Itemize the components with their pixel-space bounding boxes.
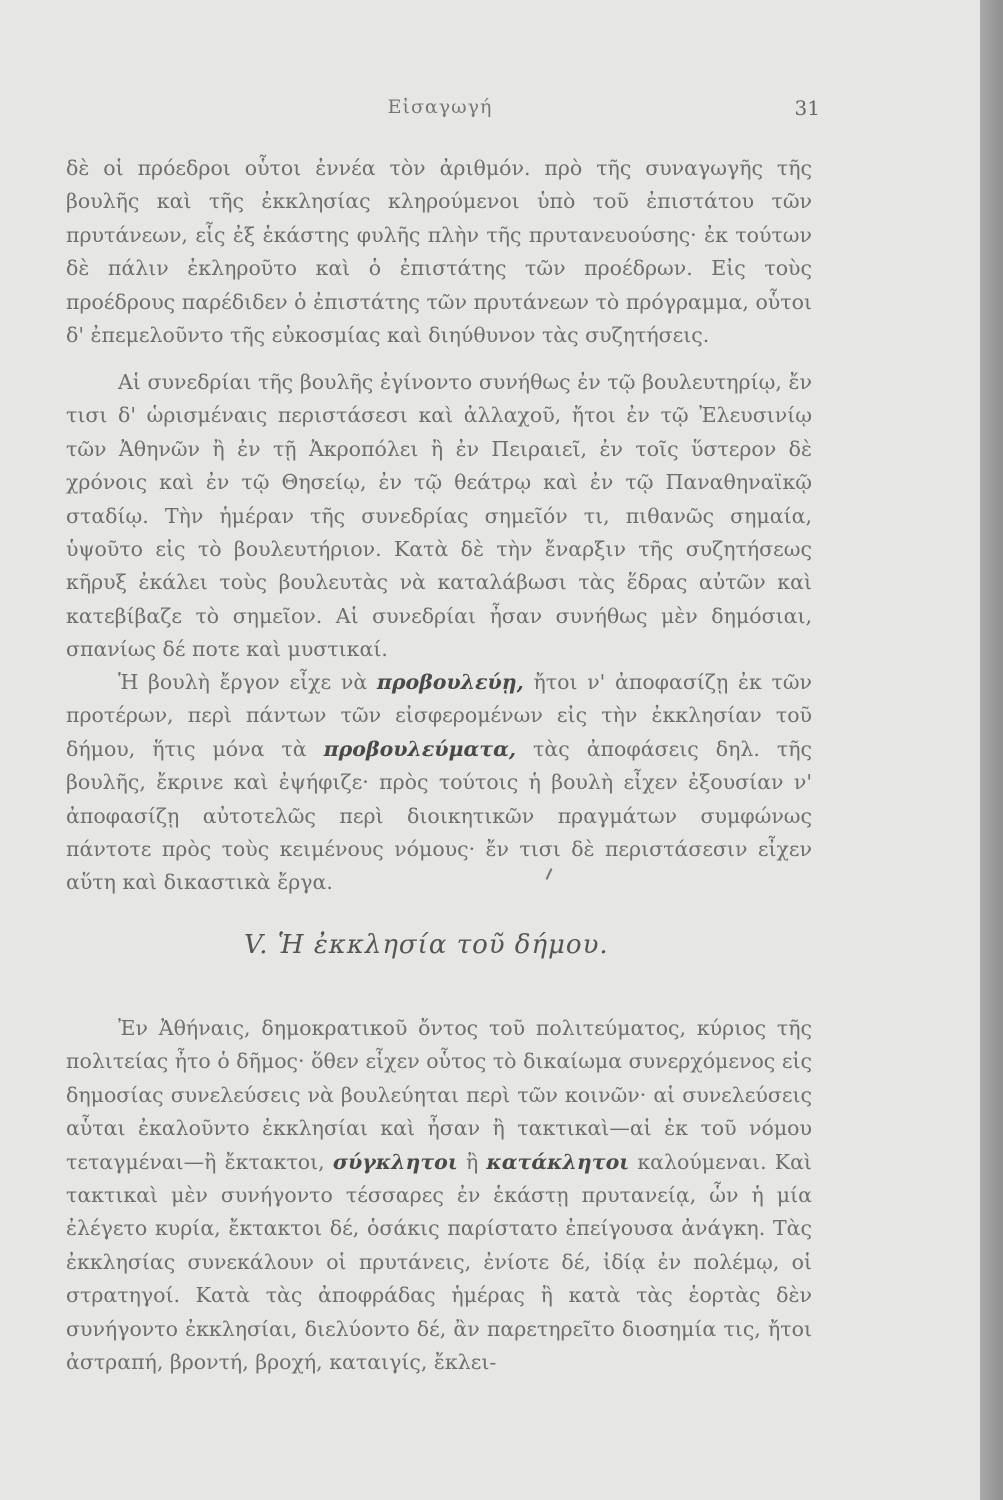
text-run: τὰς ἀποφάσεις δηλ. τῆς βουλῆς, ἔκρινε καὶ ἐψήφιζε· πρὸς τούτοις ἡ βουλὴ εἶχεν ἐξουσίαν ν' ἀποφασίζῃ αὐτοτελῶς περὶ διοικητικῶν πραγμάτων συμφώνως πάντοτε πρὸς τοὺς κειμένους νόμους· ἔν τισι δὲ περιστάσεσιν εἶχεν αὕτη καὶ δικαστικὰ ἔργα.: [66, 736, 812, 895]
paragraph-1: [66, 152, 812, 352]
paragraph-1-text: δὲ οἱ πρόεδροι οὗτοι ἐννέα τὸν ἀριθμόν. πρὸ τῆς συναγωγῆς τῆς βουλῆς καὶ τῆς ἐκκλησίας κληρούμενοι ὑπὸ τοῦ ἐπιστάτου τῶν πρυτάνεων, εἷς ἐξ ἑκάστης φυλῆς πλὴν τῆς πρυτανευούσης· ἐκ τούτων δὲ πάλιν ἐκληροῦτο καὶ ὁ ἐπιστάτης τῶν προέδρων. Εἰς τοὺς προέδρους παρέδιδεν ὁ ἐπιστάτης τῶν πρυτάνεων τὸ πρόγραμμα, οὗτοι δ' ἐπεμελοῦντο τῆς εὐκοσμίας καὶ διηύθυνον τὰς συζητήσεις.: [66, 156, 812, 348]
text-run: ἤτοι ν' ἀποφασίζῃ ἐκ τῶν προτέρων, περὶ πάντων τῶν εἰσφερομένων εἰς τὴν ἐκκλησίαν τοῦ δήμου, ἥτις μόνα τὰ: [66, 670, 813, 761]
paragraph-4-text: [66, 1012, 812, 1379]
text-run: Ἐν Ἀθήναις, δημοκρατικοῦ ὄντος τοῦ πολιτεύματος, κύριος τῆς πολιτείας ἦτο ὁ δῆμος· ὅθεν εἶχεν οὗτος τὸ δικαίωμα συνερχόμενος εἰς δημοσίας συνελεύσεις νὰ βουλεύηται περὶ τῶν κοινῶν· αἱ συνελεύσεις αὗται ἐκαλοῦντο ἐκκλησίαι καὶ ἦσαν ἢ τακτικαὶ—αἱ ἐκ τοῦ νόμου τεταγμέναι—ἢ ἔκτακτοι,: [66, 1016, 812, 1174]
section-title: Ἡ ἐκκλησία τοῦ δήμου.: [277, 930, 609, 960]
emphasis-term: προβουλεύῃ,: [376, 670, 524, 694]
page-number: 31: [794, 96, 820, 120]
paragraph-3-text: [66, 666, 812, 900]
page-edge: [980, 0, 1003, 1500]
emphasis-term: προβουλεύματα,: [323, 736, 517, 761]
emphasis-term: σύγκλητοι: [332, 1149, 458, 1174]
text-run: ἢ: [457, 1149, 487, 1174]
paragraph-4: [66, 1012, 812, 1379]
paragraph-2-text: Αἱ συνεδρίαι τῆς βουλῆς ἐγίνοντο συνήθως ἐν τῷ βουλευτηρίῳ, ἔν τισι δ' ὡρισμέναις περιστάσεσι καὶ ἀλλαχοῦ, ἤτοι ἐν τῷ Ἐλευσινίῳ τῶν Ἀθηνῶν ἢ ἐν τῇ Ἀκροπόλει ἢ ἐν Πειραιεῖ, ἐν τοῖς ὕστερον δὲ χρόνοις καὶ ἐν τῷ Θησείῳ, ἐν τῷ θεάτρῳ καὶ ἐν τῷ Παναθηναϊκῷ σταδίῳ. Τὴν ἡμέραν τῆς συνεδρίας σημεῖόν τι, πιθανῶς σημαία, ὑψοῦτο εἰς τὸ βουλευτήριον. Κατὰ δὲ τὴν ἔναρξιν τῆς συζητήσεως κῆρυξ ἐκάλει τοὺς βουλευτὰς νὰ καταλάβωσι τὰς ἕδρας αὐτῶν καὶ κατεβίβαζε τὸ σημεῖον. Αἱ συνεδρίαι ἦσαν συνήθως μὲν δημόσιαι, σπανίως δέ ποτε καὶ μυστικαί.: [66, 370, 812, 662]
paragraph-3: [66, 666, 812, 900]
running-title: Εἰσαγωγή: [387, 96, 493, 118]
emphasis-term: κατάκλητοι: [486, 1149, 630, 1174]
text-run: καλούμεναι. Καὶ τακτικαὶ μὲν συνήγοντο τέσσαρες ἐν ἑκάστῃ πρυτανείᾳ, ὧν ἡ μία ἐλέγετο κυρία, ἔκτακτοι δέ, ὁσάκις παρίστατο ἐπείγουσα ἀνάγκη. Τὰς ἐκκλησίας συνεκάλουν οἱ πρυτάνεις, ἐνίοτε δέ, ἰδίᾳ ἐν πολέμῳ, οἱ στρατηγοί. Κατὰ τὰς ἀποφράδας ἡμέρας ἢ κατὰ τὰς ἑορτὰς δὲν συνήγοντο ἐκκλησίαι, διελύοντο δέ, ἂν παρετηρεῖτο διοσημία τις, ἤτοι ἀστραπή, βροντή, βροχή, καταιγίς, ἔκλει-: [66, 1149, 812, 1375]
paragraph-2: [66, 366, 812, 667]
section-numeral: V.: [244, 930, 269, 960]
text-run: Ἡ βουλὴ ἔργον εἶχε νὰ: [118, 670, 377, 694]
page-header: [60, 96, 820, 126]
section-heading: [244, 930, 609, 960]
